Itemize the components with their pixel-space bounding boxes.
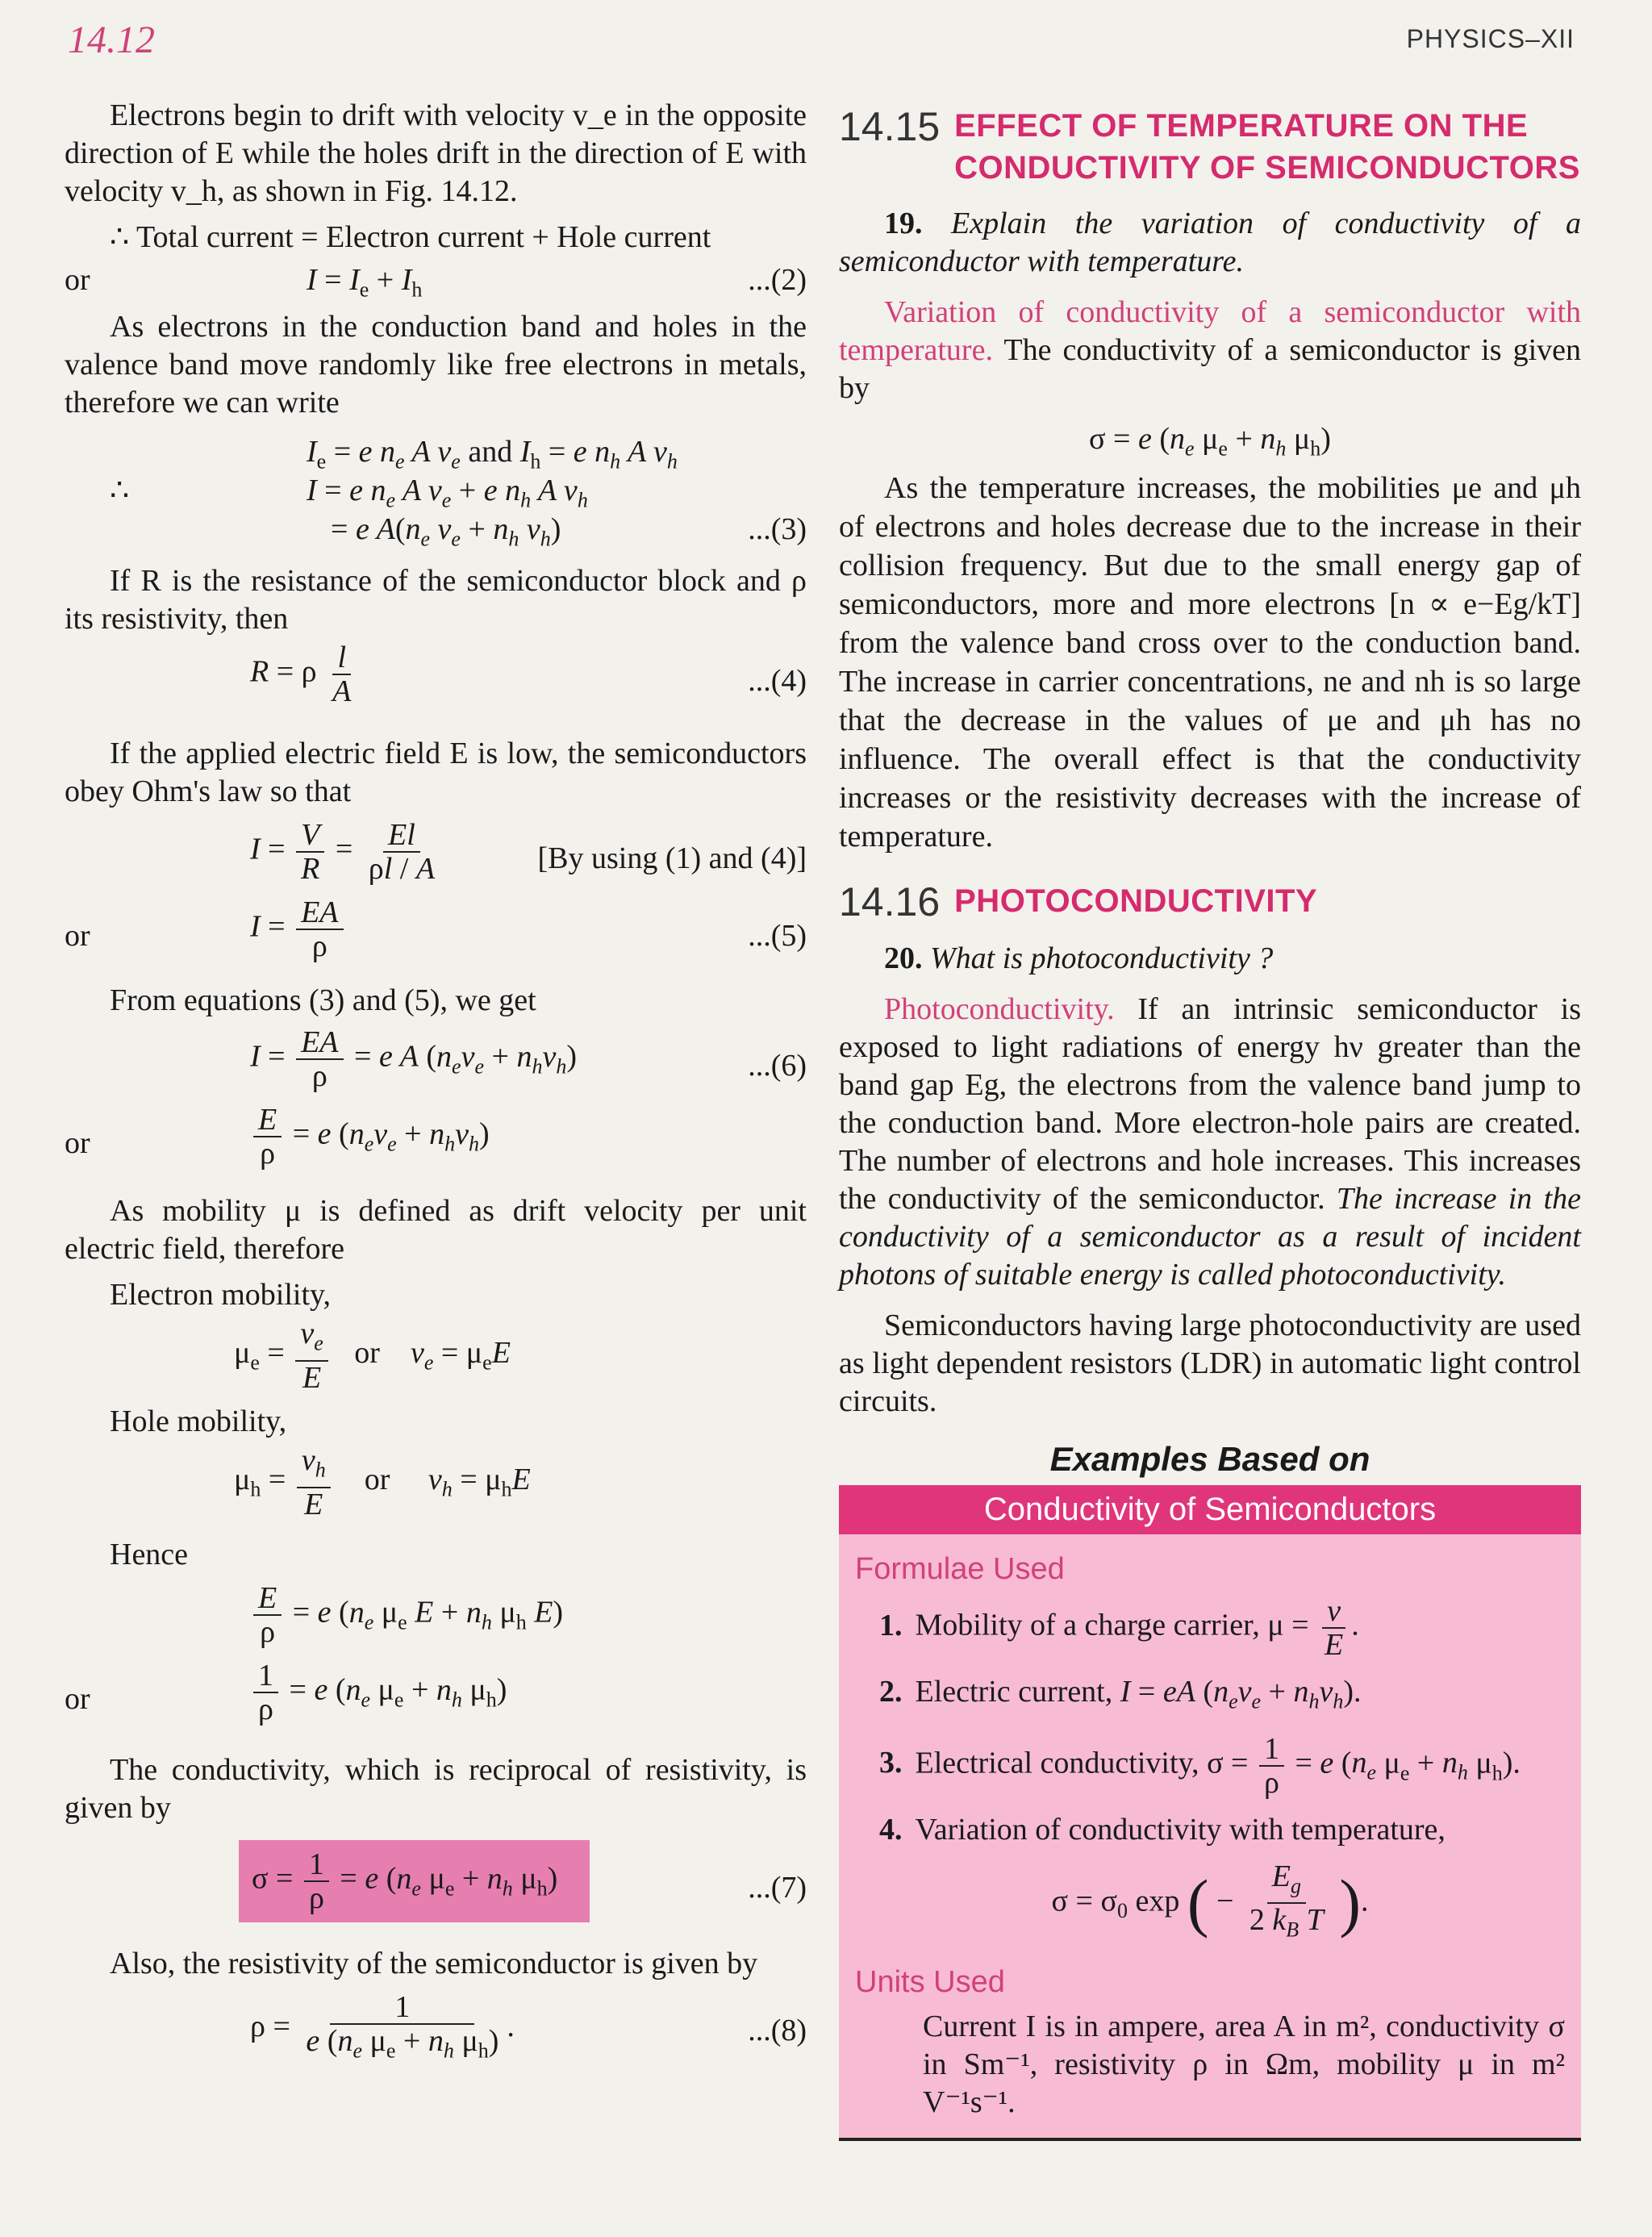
para-resistance: If R is the resistance of the semiconductor block and ρ its resistivity, then	[65, 564, 807, 636]
question-number: 20.	[884, 941, 923, 975]
question-19	[839, 205, 1581, 281]
formulae-heading: Formulae Used	[855, 1552, 1065, 1586]
question-text: What is photoconductivity ?	[930, 941, 1274, 975]
formula-number: 4.	[879, 1812, 903, 1847]
label-hence: Hence	[110, 1538, 189, 1571]
formula-label: Mobility of a charge carrier,	[915, 1608, 1260, 1642]
para-drift: Electrons begin to drift with velocity v_e in the opposite direction of E while the holes drift in the direction of E with velocity v_h, as shown in Fig. 14.12.	[65, 98, 807, 208]
answer-text: The conductivity of a semiconductor is given by	[839, 333, 1581, 405]
or-label: or	[65, 263, 90, 297]
equation-electron-mobility: $\mu_e$ = $\frac{v_e}{E}$ or $v_e = \mu_eE$	[234, 1317, 511, 1395]
para-temperature-effect: As the temperature increases, the mobilities μe and μh of electrons and holes decrease due to the increase in their collision frequency. But due to the small energy gap of semiconductors, more and more electrons [n ∝ e−Eg/kT] from the valence band cross over to the conduction band. The increase in carrier concentrations, ne and nh is so large that the decrease in the values of μe and μh has no influence. The overall effect is that the conductivity increases or the resistivity decreases with the increase of temperature.	[839, 471, 1581, 853]
eq-number: ...(7)	[748, 1871, 807, 1905]
equation-hence-1: $\frac{E}{\rho}$ = e ($n_e$ $\mu_e$ $E + n_h$ $\mu_h$ E)	[65, 1582, 807, 1659]
or-label: or	[65, 919, 90, 953]
units-heading: Units Used	[855, 1964, 1005, 1999]
equation-sigma: σ = e ($n_e$ $\mu_e + n_h$ $\mu_h$)	[1089, 422, 1331, 461]
formula-number: 1.	[879, 1608, 903, 1642]
para-random-motion: As electrons in the conduction band and holes in the valence band move randomly like free electrons in metals, therefore we can write	[65, 310, 807, 419]
formula-label: Electrical conductivity,	[915, 1746, 1199, 1780]
equation-7	[65, 1840, 807, 1937]
eq-number: ...(4)	[748, 664, 807, 698]
answer-lead: Photoconductivity.	[884, 992, 1115, 1026]
using-note: [By using (1) and (4)]	[537, 841, 807, 875]
definition-text: The increase in the conductivity of a semiconductor as a result of incident photons of suitable energy is called photoconductivity.	[839, 1182, 1581, 1292]
formula-3: 3. Electrical conductivity, σ = $\frac{1}{\rho}$ = e ($n_e$ $\mu_e + n_h$ $\mu_h$).	[879, 1731, 1521, 1800]
para-mobility: As mobility μ is defined as drift velocity per unit electric field, therefore	[65, 1194, 807, 1266]
running-head: PHYSICS–XII	[1406, 24, 1575, 53]
question-text: Explain the variation of conductivity of a semiconductor with temperature.	[839, 207, 1582, 278]
equation-3: = e $A(n_e$ $v_e + n_h$ $v_h$) ...(3)	[331, 512, 807, 551]
equation-hence-2: or $\frac{1}{\rho}$ = e ($n_e$ $\mu_e + n_h$ $\mu_h$)	[65, 1659, 507, 1726]
answer-19	[839, 294, 1581, 407]
right-column	[839, 97, 1581, 2141]
para-from-equations: From equations (3) and (5), we get	[110, 983, 536, 1017]
eq-number: ...(6)	[748, 1049, 807, 1083]
para-conductivity: The conductivity, which is reciprocal of resistivity, is given by	[65, 1753, 807, 1825]
section-title: EFFECT OF TEMPERATURE ON THE CONDUCTIVITY OF SEMICONDUCTORS	[954, 108, 1580, 186]
total-current-line: ∴ Total current = Electron current + Hole current	[110, 220, 711, 254]
equation-hole-mobility: $\mu_h$ = $\frac{v_h}{E}$ or $v_h = \mu_hE$	[234, 1443, 531, 1521]
formula-number: 3.	[879, 1746, 903, 1780]
equation-4: R = ρ $\frac{l}{A}$ ...(4)	[250, 641, 807, 708]
page-number: 14.12	[68, 19, 155, 61]
equation-total: ∴ I = e $n_e$ A $v_e + e$ $n_h$ A $v_h$	[110, 474, 588, 512]
equation-e-over-rho: or $\frac{E}{\rho}$ = e $(n_ev_e + n_hv_h)$	[65, 1103, 490, 1171]
highlight-box: σ = $\frac{1}{\rho}$ = e ($n_e$ $\mu_e + n_h$ $\mu_h$)	[239, 1840, 590, 1922]
question-20	[839, 940, 1581, 978]
eq-number: ...(5)	[748, 919, 807, 953]
formula-2: 2. Electric current, I = eA $(n_ev_e + n_hv_h)$.	[879, 1675, 1362, 1713]
or-label: or	[65, 1126, 90, 1160]
units-text: Current I is in ampere, area A in m², conductivity σ in Sm⁻¹, resistivity ρ in Ωm, mobility μ in m² V⁻¹s⁻¹.	[923, 2009, 1565, 2119]
equation-8: ρ = $\frac{1}{e (n_e \mu_e + n_h \mu_h)}$ . ...(8)	[250, 1990, 807, 2063]
section-title: PHOTOCONDUCTIVITY	[954, 883, 1318, 919]
answer-lead: Variation of conductivity of a semiconductor with temperature.	[839, 295, 1581, 367]
answer-20	[839, 991, 1581, 1294]
label-electron-mobility: Electron mobility,	[110, 1278, 332, 1312]
left-column	[65, 97, 807, 2072]
formula-label: Variation of conductivity with temperature,	[915, 1812, 1446, 1847]
examples-title: Examples Based on	[1049, 1440, 1370, 1478]
section-14-15-heading	[839, 105, 1581, 189]
equation-ohm: I = $\frac{V}{R}$ = $\frac{El}{\rho l / A}$ [By using (1) and (4)]	[250, 818, 807, 886]
formula-4	[879, 1810, 1565, 1849]
examples-banner: Conductivity of Semiconductors	[839, 1485, 1581, 1534]
equation-currents: $I_e = e$ $n_e$ A $v_e$ and $I_h = e$ $n_h$ A $v_h$	[307, 435, 678, 474]
equation-5: or I = $\frac{EA}{\rho}$ ...(5)	[65, 895, 807, 963]
question-number: 19.	[884, 207, 923, 240]
formula-label: Electric current,	[915, 1675, 1113, 1709]
and-word: and	[468, 435, 513, 469]
para-ohms-law: If the applied electric field E is low, the semiconductors obey Ohm's law so that	[65, 737, 807, 808]
section-14-16-heading	[839, 880, 1581, 924]
section-number: 14.15	[839, 104, 941, 149]
eq-number: ...(8)	[748, 2014, 807, 2047]
equation-6: I = $\frac{EA}{\rho}$ = e A $(n_ev_e + n_hv_h)$ ...(6)	[250, 1025, 807, 1093]
equation-2: or $I = I_e + I_h$ ...(2)	[65, 263, 807, 302]
eq-number: ...(3)	[748, 512, 807, 546]
examples-box	[839, 1534, 1581, 2141]
or-label: or	[65, 1682, 90, 1716]
section-number: 14.16	[839, 879, 941, 924]
para-resistivity: Also, the resistivity of the semiconductor is given by	[110, 1947, 758, 1980]
formula-4-equation: $\sigma = \sigma_0$ exp ( − $\frac{E_g}{2 k_B T}$ ).	[1051, 1859, 1369, 1942]
formula-number: 2.	[879, 1675, 903, 1709]
therefore-symbol: ∴	[110, 474, 130, 507]
para-ldr: Semiconductors having large photoconductivity are used as light dependent resistors (LDR) in automatic light control circuits.	[839, 1308, 1581, 1418]
label-hole-mobility: Hole mobility,	[110, 1404, 287, 1438]
formula-1: 1. Mobility of a charge carrier, μ = $\frac{v}{E}$ .	[879, 1594, 1359, 1662]
eq-number: ...(2)	[748, 263, 807, 297]
answer-text: If an intrinsic semiconductor is exposed to light radiations of energy hν greater than the band gap Eg, the electrons from the valence band jump to the conduction band. More electron-hole pairs are created. The number of electrons and hole increases. This increases the conductivity of the semiconductor.	[839, 992, 1582, 1216]
